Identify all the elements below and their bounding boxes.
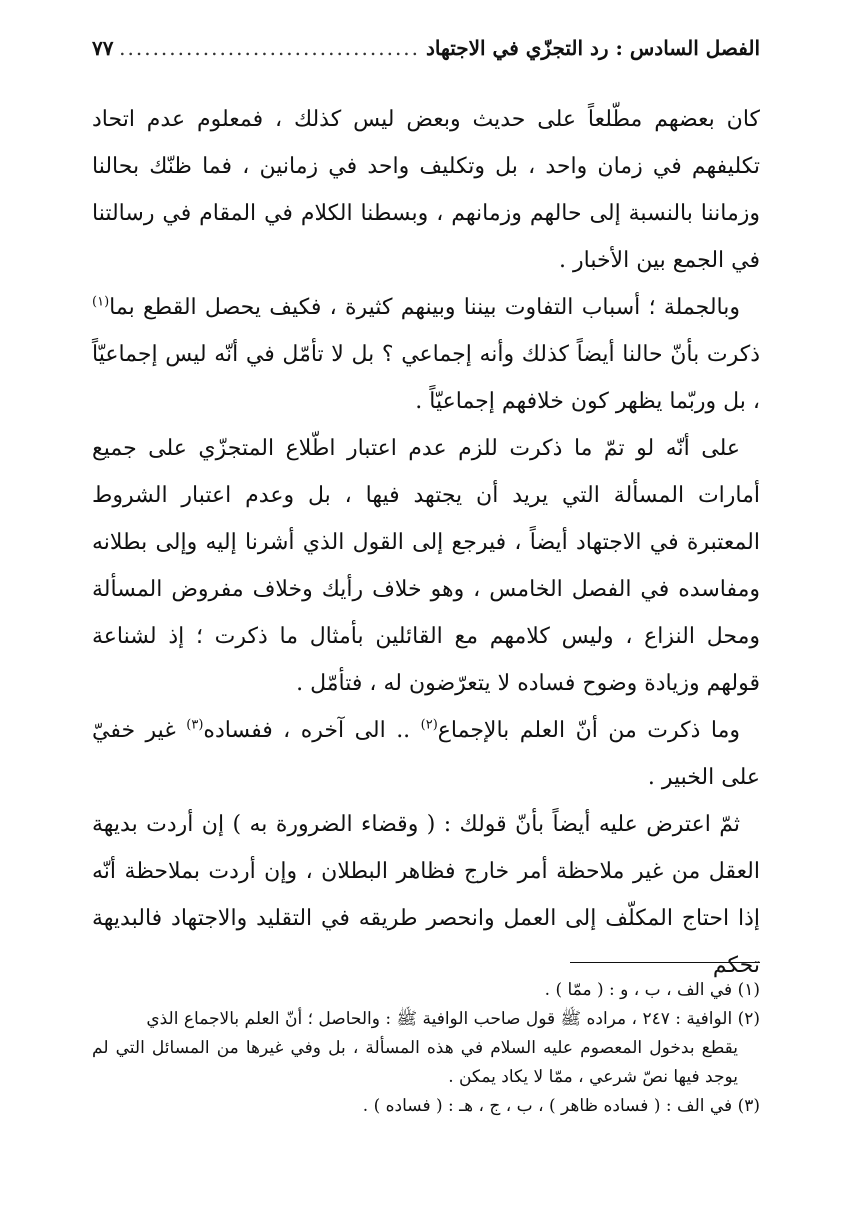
footnote-separator bbox=[570, 962, 760, 963]
paragraph-4-text-c: غير خفيّ على الخبير . bbox=[92, 718, 760, 790]
leader-dots bbox=[119, 36, 420, 60]
paragraph-2-text-a: وبالجملة ؛ أسباب التفاوت بيننا وبينهم كثيرة ، فكيف يحصل القطع بما bbox=[109, 295, 740, 320]
footnote-3: (٣) في الف : ( فساده ظاهر ) ، ب ، ج ، هـ : ( فساده ) . bbox=[362, 1096, 760, 1116]
paragraph-2-text-b: ذكرت بأنّ حالنا أيضاً كذلك وأنه إجماعي ؟ بل لا تأمّل في أنّه ليس إجماعيّاً ، بل وربّما يظهر كون خلافهم إجماعيّاً . bbox=[92, 342, 760, 414]
footnote-2-continuation: يقطع بدخول المعصوم عليه السلام في هذه المسألة ، بل وفي غيرها من المسائل التي لم يوجد فيها نصّ شرعي ، ممّا لا يكاد يمكن . bbox=[92, 1038, 738, 1087]
footnote-1: (١) في الف ، ب ، و : ( ممّا ) . bbox=[544, 980, 760, 1000]
paragraph-4-text-a: وما ذكرت من أنّ العلم بالإجماع bbox=[437, 718, 740, 743]
footnote-ref-3[interactable]: (٣) bbox=[186, 717, 204, 733]
running-header bbox=[92, 30, 760, 66]
paragraph-3: على أنّه لو تمّ ما ذكرت للزم عدم اعتبار اطّلاع المتجزّي على جميع أمارات المسألة التي يريد أن يجتهد فيها ، بل وعدم اعتبار الشروط المعتبرة في الاجتهاد أيضاً ، فيرجع إلى القول الذي أشرنا إليه وإلى بطلانه ومفاسده في الفصل الخامس ، وهو خلاف رأيك وخلاف مفروض المسألة ومحل النزاع ، وليس كلامهم مع القائلين بأمثال ما ذكرت ؛ إذ لشناعة قولهم وزيادة وضوح فساده لا يتعرّضون له ، فتأمّل . bbox=[92, 436, 760, 696]
paragraph-5: ثمّ اعترض عليه أيضاً بأنّ قولك : ( وقضاء الضرورة به ) إن أردت بديهة العقل من غير ملاحظة أمر خارج فظاهر البطلان ، وإن أردت بملاحظة أنّه إذا احتاج المكلّف إلى العمل وانحصر طريقه في التقليد والاجتهاد فالبديهة تحكم bbox=[92, 812, 760, 978]
chapter-title: الفصل السادس : رد التجزّي في الاجتهاد bbox=[426, 36, 760, 60]
paragraph-4-text-b: .. الى آخره ، ففساده bbox=[203, 718, 421, 743]
paragraph-4 bbox=[92, 707, 760, 801]
footnote-ref-2[interactable]: (٢) bbox=[420, 717, 438, 733]
paragraph-1: كان بعضهم مطّلعاً على حديث وبعض ليس كذلك ، فمعلوم عدم اتحاد تكليفهم في زمان واحد ، بل وتكليف واحد في زمانين ، فما ظنّك بحالنا وزماننا بالنسبة إلى حالهم وزمانهم ، وبسطنا الكلام في المقام في رسالتنا في الجمع بين الأخبار . bbox=[92, 107, 761, 273]
footnotes bbox=[92, 976, 760, 1121]
footnote-ref-1[interactable]: (١) bbox=[92, 294, 110, 310]
paragraph-2 bbox=[92, 284, 760, 425]
main-text bbox=[92, 96, 760, 989]
page-number: ٧٧ bbox=[92, 36, 114, 60]
footnote-2: (٢) الوافية : ٢٤٧ ، مراده ﷺ قول صاحب الوافية ﷺ : والحاصل ؛ أنّ العلم بالاجماع الذي bbox=[146, 1009, 760, 1029]
